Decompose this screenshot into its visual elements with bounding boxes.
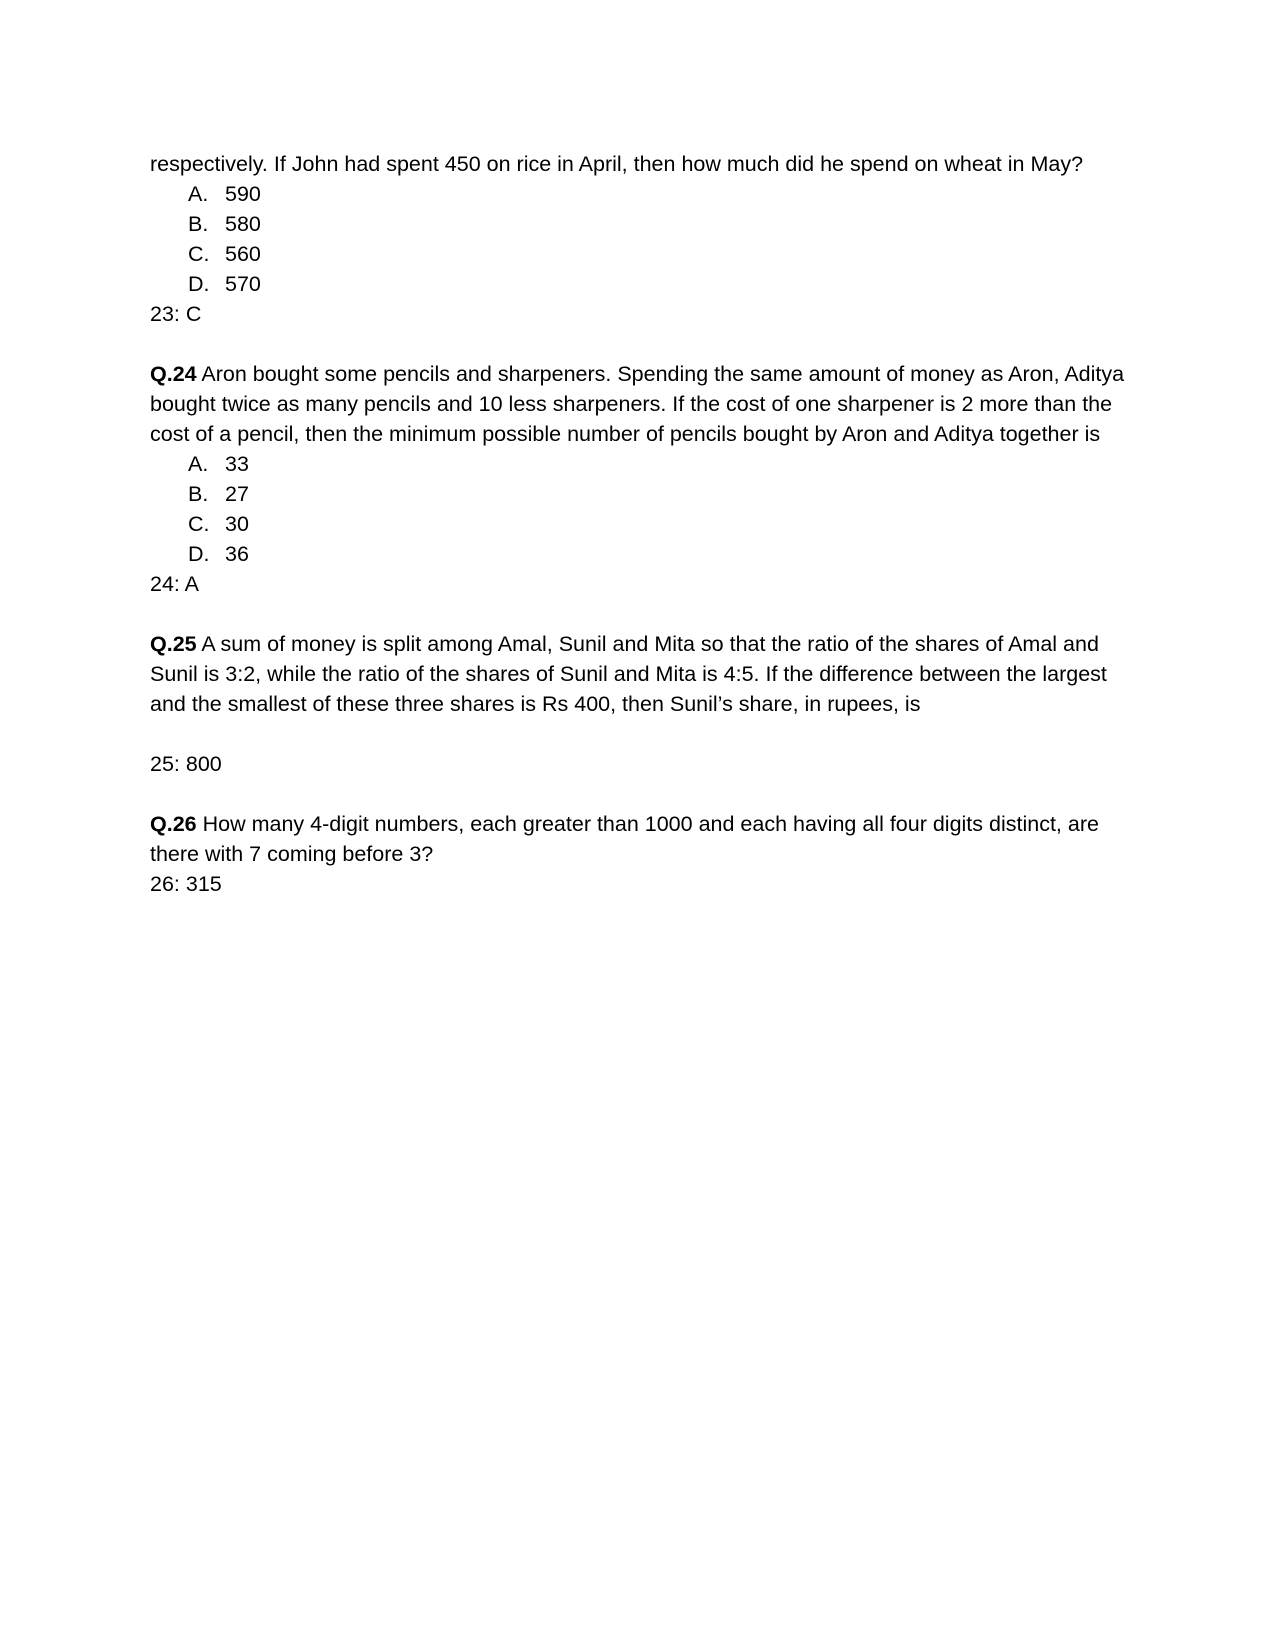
option-value: 27 <box>225 482 249 506</box>
option-value: 560 <box>225 242 261 266</box>
option-value: 570 <box>225 272 261 296</box>
q23-option-a <box>188 179 1130 209</box>
option-letter: D. <box>188 272 210 296</box>
q23-options <box>150 179 1130 299</box>
q26-text: How many 4-digit numbers, each greater than 1000 and each having all four digits distinct, are there with 7 coming before 3? <box>150 812 1099 866</box>
q24-option-d <box>188 539 1130 569</box>
q24-label: Q.24 <box>150 362 197 386</box>
spacer <box>150 329 1130 359</box>
q24-question <box>150 359 1130 449</box>
q25-question <box>150 629 1130 719</box>
option-value: 580 <box>225 212 261 236</box>
q25-label: Q.25 <box>150 632 197 656</box>
q23-option-c <box>188 239 1130 269</box>
q24-options <box>150 449 1130 569</box>
option-value: 30 <box>225 512 249 536</box>
option-letter: B. <box>188 212 209 236</box>
option-letter: C. <box>188 242 210 266</box>
q26-question <box>150 809 1130 869</box>
q26-label: Q.26 <box>150 812 197 836</box>
q23-option-d <box>188 269 1130 299</box>
q23-option-b <box>188 209 1130 239</box>
q25-answer: 25: 800 <box>150 752 222 776</box>
spacer <box>150 779 1130 809</box>
option-letter: A. <box>188 452 209 476</box>
option-letter: C. <box>188 512 210 536</box>
q24-option-c <box>188 509 1130 539</box>
q25-text: A sum of money is split among Amal, Sunil and Mita so that the ratio of the shares of Amal and Sunil is 3:2, while the ratio of the shares of Sunil and Mita is 4:5. If the difference between the largest and the smallest of these three shares is Rs 400, then Sunil’s share, in rupees, is <box>150 632 1107 716</box>
q24-answer: 24: A <box>150 572 200 596</box>
spacer <box>150 599 1130 629</box>
option-letter: A. <box>188 182 209 206</box>
q23-text: respectively. If John had spent 450 on rice in April, then how much did he spend on wheat in May? <box>150 152 1084 176</box>
option-value: 590 <box>225 182 261 206</box>
q26-answer: 26: 315 <box>150 872 222 896</box>
spacer <box>150 719 1130 749</box>
q23-answer: 23: C <box>150 302 202 326</box>
q24-option-a <box>188 449 1130 479</box>
option-letter: B. <box>188 482 209 506</box>
option-value: 33 <box>225 452 249 476</box>
q24-text: Aron bought some pencils and sharpeners. Spending the same amount of money as Aron, Aditya bought twice as many pencils and 10 less sharpeners. If the cost of one sharpener is 2 more than the cost of a pencil, then the minimum possible number of pencils bought by Aron and Aditya together is <box>150 362 1125 446</box>
q24-option-b <box>188 479 1130 509</box>
option-letter: D. <box>188 542 210 566</box>
document-page <box>150 149 1130 899</box>
option-value: 36 <box>225 542 249 566</box>
